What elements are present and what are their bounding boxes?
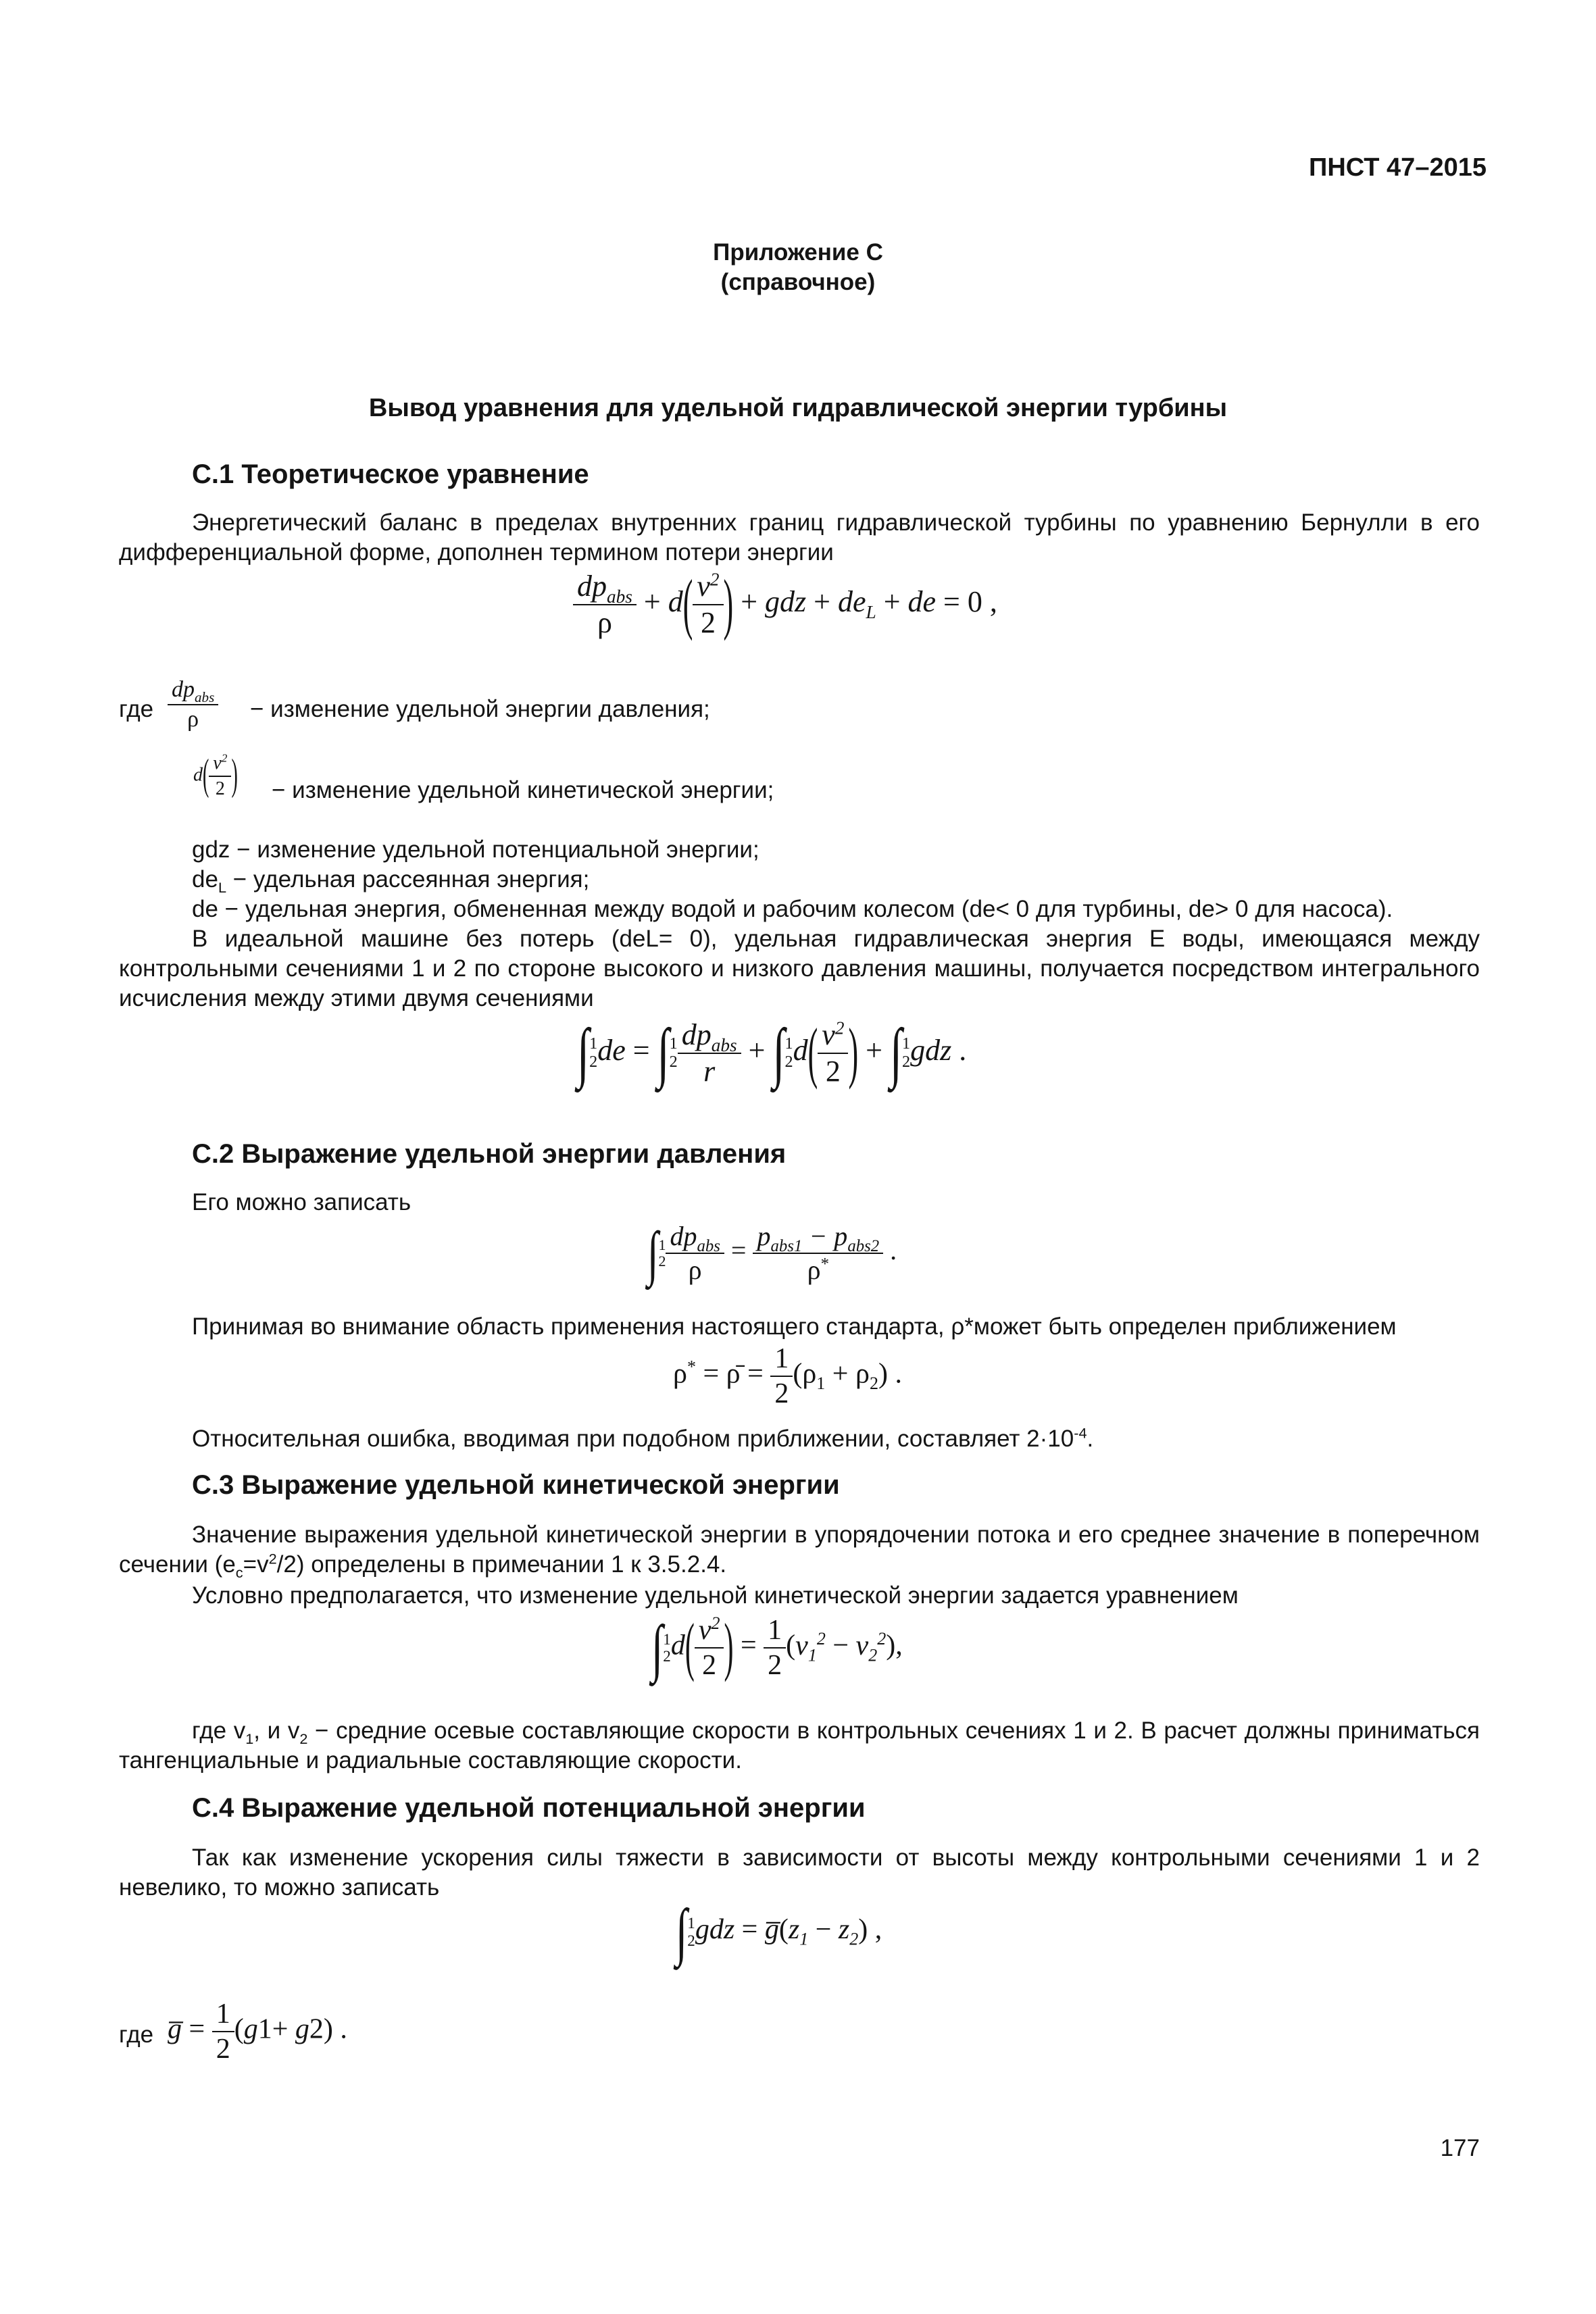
where-label-gravity: где bbox=[119, 2021, 154, 2048]
section-heading-c1: С.1 Теоретическое уравнение bbox=[192, 459, 589, 489]
paragraph-kinetic-assume: Условно предполагается, что изменение удельной кинетической энергии задается уравнением bbox=[192, 1582, 1239, 1609]
paragraph-can-write: Его можно записать bbox=[192, 1189, 412, 1215]
section-heading-c2: С.2 Выражение удельной энергии давления bbox=[192, 1139, 787, 1169]
page-number: 177 bbox=[1440, 2135, 1480, 2161]
definition-pressure: − изменение удельной энергии давления; bbox=[250, 696, 710, 722]
definition-kinetic: − изменение удельной кинетической энергии; bbox=[272, 777, 774, 803]
equation-mean-gravity: g̅ = $\frac{1}{2}$ (g1+ g2) . bbox=[168, 1998, 347, 2065]
paragraph-ideal-machine: В идеальной машине без потерь (deL= 0), удельная гидравлическая энергия E воды, имеющаяся между контрольными сечениями 1 и 2 по стороне высокого и низкого давления машины, получается посредством интегрального исчисления между этими двумя сечениями bbox=[119, 926, 1480, 1011]
paragraph-c1-intro: Энергетический баланс в пределах внутренних границ гидравлической турбины по уравнению Бернулли в его дифференциальной форме, дополнен термином потери энергии bbox=[119, 509, 1480, 565]
paragraph-kinetic-value: Значение выражения удельной кинетической энергии в упорядочении потока и его среднее значение в поперечном сечении $(e_c=v^2/2)$ определены в примечании 1 к 3.5.2.4. bbox=[119, 1521, 1480, 1581]
where-label: где bbox=[119, 696, 154, 722]
paragraph-approximation: Принимая во внимание область применения настоящего стандарта, ρ*может быть определен приближением bbox=[192, 1313, 1397, 1340]
section-heading-c3: С.3 Выражение удельной кинетической энергии bbox=[192, 1470, 840, 1500]
equation-integral-energy: ∫ 1 2 de = ∫ 1 2 $\frac{dp_{abs}}{r}$ + ∫ 1 2 d( $\frac{v^2}{2}$ ) + ∫ 1 2 gdz . bbox=[577, 1014, 967, 1091]
equation-density-approx: ρ* = ρ̄ = $\frac{1}{2}$ $(\rho_1 + \rho_2)$ . bbox=[673, 1343, 902, 1409]
paragraph-relative-error: Относительная ошибка, вводимая при подобном приближении, составляет $2\cdot 10^{-4}$. bbox=[192, 1424, 1094, 1452]
main-title: Вывод уравнения для удельной гидравлической энергии турбины bbox=[368, 394, 1228, 422]
appendix-title: Приложение С bbox=[713, 239, 883, 266]
equation-potential-energy: ∫ 1 2 gdz = $g̅(z_1 - z_2)$ , bbox=[676, 1896, 882, 1967]
appendix-subtitle: (справочное) bbox=[720, 269, 876, 295]
section-heading-c4: С.4 Выражение удельной потенциальной энергии bbox=[192, 1793, 866, 1823]
equation-pressure-energy: ∫ 1 2 $\frac{dp_{abs}}{\rho}$ = $\frac{p_{abs1} - p_{abs2}}{\rho^*}$ . bbox=[647, 1219, 897, 1287]
frac-dp-rho: $\frac{dp_{abs}}{\rho}$ bbox=[168, 678, 218, 731]
equation-bernoulli: $\frac{dp_{abs}}{\rho}$ + d( $\frac{v^2}{2}$ ) + gdz + $de_L$ + de = 0 , bbox=[573, 572, 997, 638]
equation-kinetic-energy: ∫ 1 2 d( $\frac{v^2}{2}$ ) = $\frac{1}{2}$ $(v_1^2 - v_2^2)$, bbox=[651, 1611, 903, 1684]
definition-exchanged: de − удельная энергия, обмененная между водой и рабочим колесом (de< 0 для турбины, de> 0 для насоса). bbox=[192, 896, 1393, 922]
paragraph-velocity-components: где $v_1$, и $v_2$ − средние осевые составляющие скорости в контрольных сечениях 1 и 2. В расчет должны приниматься тангенциальные и радиальные составляющие скорости. bbox=[119, 1717, 1480, 1774]
definition-dissipated: $de_L$ − удельная рассеянная энергия; bbox=[192, 866, 590, 896]
definition-potential: gdz − изменение удельной потенциальной энергии; bbox=[192, 836, 759, 863]
frac-kinetic: d( $\frac{v^2}{2}$ ) bbox=[193, 751, 238, 800]
paragraph-gravity: Так как изменение ускорения силы тяжести в зависимости от высоты между контрольными сечениями 1 и 2 невелико, то можно записать bbox=[119, 1844, 1480, 1901]
document-code: ПНСТ 47–2015 bbox=[1309, 153, 1487, 182]
